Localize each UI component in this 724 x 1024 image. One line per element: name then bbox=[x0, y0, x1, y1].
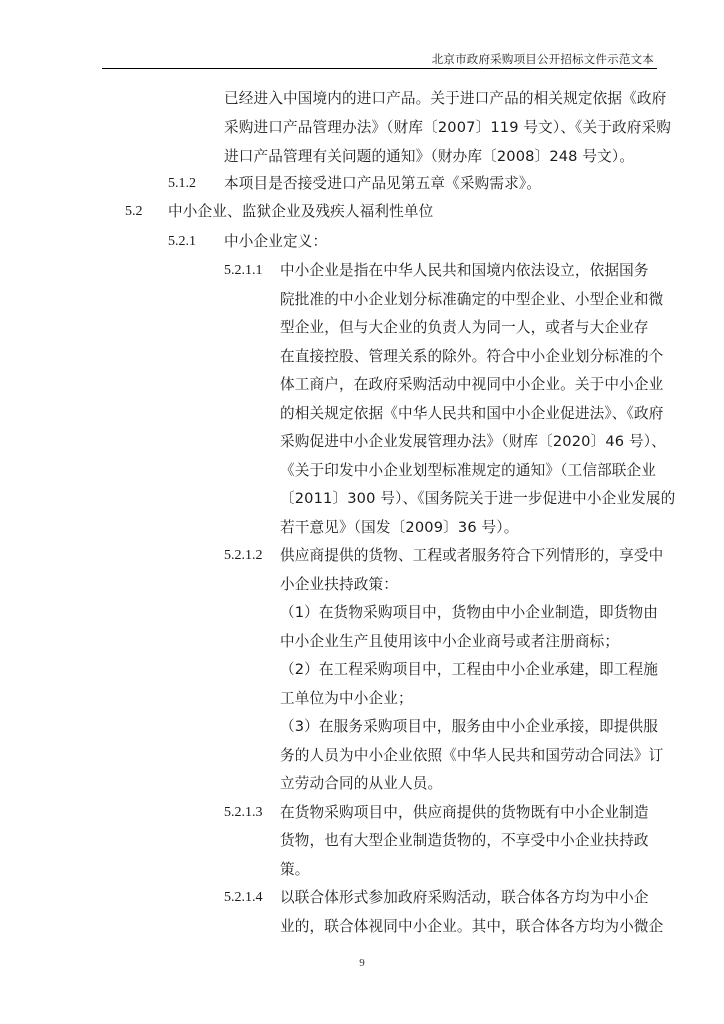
paragraph-line: 中小企业是指在中华人民共和国境内依法设立，依据国务 bbox=[280, 262, 649, 279]
paragraph-line: 〔2011〕300 号）、《国务院关于进一步促进中小企业发展的 bbox=[280, 490, 676, 507]
paragraph-line: （3）在服务采购项目中，服务由中小企业承接，即提供服 bbox=[280, 718, 659, 735]
paragraph-line: 体工商户，在政府采购活动中视同中小企业。关于中小企业 bbox=[280, 376, 664, 393]
paragraph-line: 货物，也有大型企业制造货物的，不享受中小企业扶持政 bbox=[280, 832, 649, 849]
paragraph-line: 供应商提供的货物、工程或者服务符合下列情形的，享受中 bbox=[280, 547, 664, 564]
paragraph-line: 的相关规定依据《中华人民共和国中小企业促进法》、《政府 bbox=[280, 405, 664, 422]
paragraph-line: 在直接控股、管理关系的除外。符合中小企业划分标准的个 bbox=[280, 348, 664, 365]
page-number: 9 bbox=[359, 957, 365, 969]
section-heading: 中小企业、监狱企业及残疾人福利性单位 bbox=[168, 203, 434, 220]
section-heading: 中小企业定义： bbox=[224, 233, 328, 250]
paragraph-line: 院批准的中小企业划分标准确定的中型企业、小型企业和微 bbox=[280, 291, 664, 308]
paragraph-line: 在货物采购项目中，供应商提供的货物既有中小企业制造 bbox=[280, 804, 649, 821]
paragraph-line: （2）在工程采购项目中，工程由中小企业承建，即工程施 bbox=[280, 661, 659, 678]
section-text: 本项目是否接受进口产品见第五章《采购需求》。 bbox=[224, 175, 542, 192]
paragraph-line: 型企业，但与大企业的负责人为同一人，或者与大企业存 bbox=[280, 319, 649, 336]
paragraph-line: 务的人员为中小企业依照《中华人民共和国劳动合同法》订 bbox=[280, 747, 664, 764]
paragraph-line: 若干意见》（国发〔2009〕36 号）。 bbox=[280, 519, 519, 536]
paragraph-line: 立劳动合同的从业人员。 bbox=[280, 775, 443, 792]
paragraph-line: 中小企业生产且使用该中小企业商号或者注册商标； bbox=[280, 633, 620, 650]
section-number: 5.2.1.3 bbox=[224, 805, 263, 820]
paragraph-line: 以联合体形式参加政府采购活动，联合体各方均为中小企 bbox=[280, 889, 649, 906]
paragraph-line: 业的，联合体视同中小企业。其中，联合体各方均为小微企 bbox=[280, 918, 664, 935]
section-number: 5.2 bbox=[125, 204, 143, 219]
section-number: 5.1.2 bbox=[168, 176, 196, 191]
paragraph-line: 采购促进中小企业发展管理办法》（财库〔2020〕46 号）、 bbox=[280, 433, 666, 450]
section-number: 5.2.1 bbox=[168, 234, 196, 249]
header-divider bbox=[102, 68, 657, 69]
paragraph-line: 进口产品管理有关问题的通知》（财办库〔2008〕248 号文）。 bbox=[224, 148, 635, 165]
paragraph-line: 小企业扶持政策： bbox=[280, 576, 398, 593]
section-number: 5.2.1.4 bbox=[224, 890, 263, 905]
paragraph-line: 《关于印发中小企业划型标准规定的通知》（工信部联企业 bbox=[280, 462, 657, 479]
paragraph-line: （1）在货物采购项目中，货物由中小企业制造，即货物由 bbox=[280, 604, 659, 621]
header-title: 北京市政府采购项目公开招标文件示范文本 bbox=[431, 52, 654, 66]
paragraph-line: 策。 bbox=[280, 861, 310, 878]
section-number: 5.2.1.2 bbox=[224, 548, 263, 563]
paragraph-line: 工单位为中小企业； bbox=[280, 690, 413, 707]
paragraph-line: 采购进口产品管理办法》（财库〔2007〕119 号文）、《关于政府采购 bbox=[224, 119, 672, 136]
section-number: 5.2.1.1 bbox=[224, 263, 263, 278]
paragraph-line: 已经进入中国境内的进口产品。关于进口产品的相关规定依据《政府 bbox=[224, 90, 667, 107]
